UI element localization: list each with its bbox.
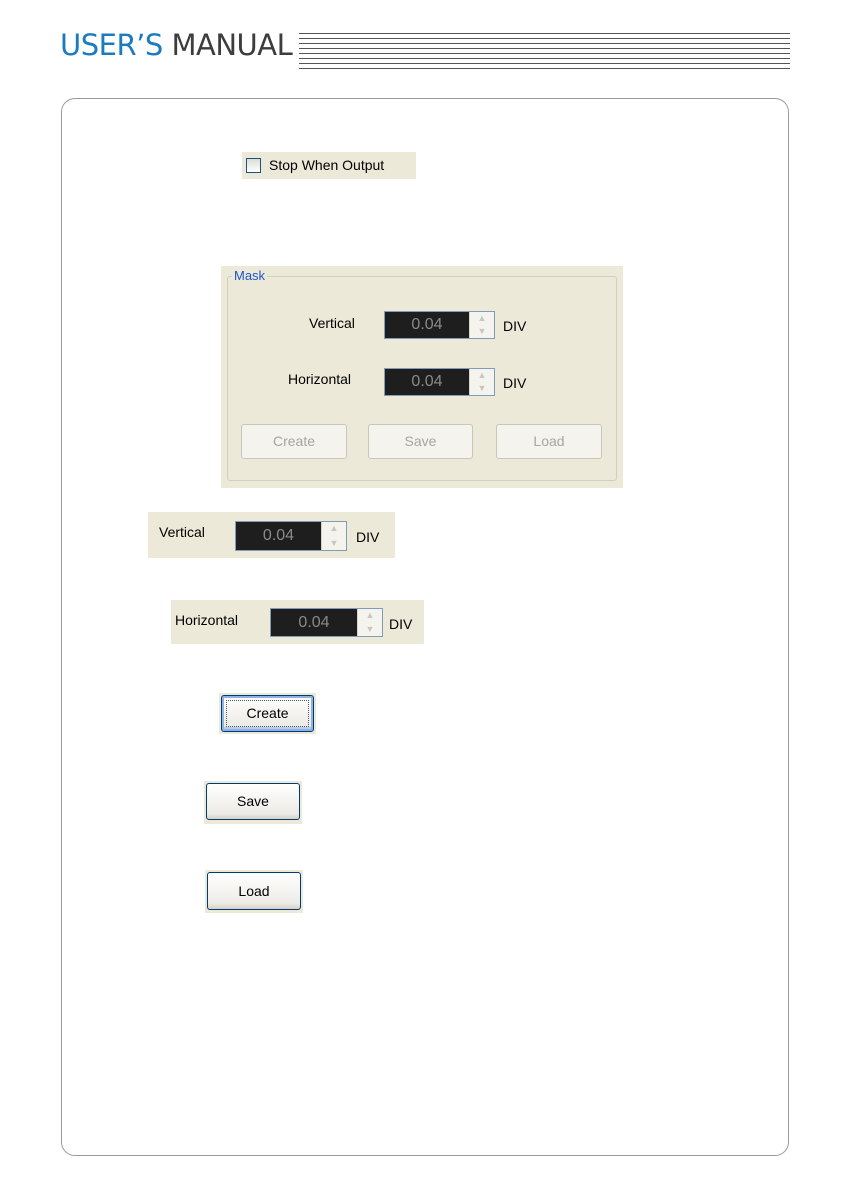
- stop-when-output-label: Stop When Output: [269, 157, 385, 173]
- horizontal-spinbox[interactable]: [270, 608, 383, 637]
- mask-vertical-unit: DIV: [503, 318, 527, 334]
- mask-horizontal-value[interactable]: 0.04: [411, 373, 443, 390]
- vertical-spinbox[interactable]: [235, 521, 347, 551]
- mask-vertical-value[interactable]: 0.04: [411, 316, 443, 333]
- mask-legend: Mask: [234, 268, 266, 283]
- mask-create-button[interactable]: Create: [241, 424, 347, 459]
- manual-title-manual: MANUAL: [171, 28, 293, 62]
- horizontal-unit: DIV: [389, 616, 413, 632]
- horizontal-control-panel: [171, 600, 424, 644]
- mask-save-button[interactable]: Save: [368, 424, 473, 459]
- spin-up-arrow-icon[interactable]: ▲: [329, 523, 339, 533]
- create-button-focus-ring: [226, 700, 309, 727]
- spin-up-arrow-icon[interactable]: ▲: [477, 313, 487, 323]
- load-button-panel: [205, 870, 303, 913]
- spin-up-arrow-icon[interactable]: ▲: [477, 370, 487, 380]
- save-button[interactable]: Save: [206, 783, 300, 820]
- spin-up-arrow-icon[interactable]: ▲: [365, 610, 375, 620]
- vertical-value[interactable]: 0.04: [262, 527, 295, 544]
- header-rule-lines: [299, 33, 790, 69]
- load-button[interactable]: Load: [207, 872, 301, 910]
- spin-down-arrow-icon[interactable]: ▼: [365, 624, 375, 634]
- mask-load-button[interactable]: Load: [496, 424, 602, 459]
- stop-when-output-panel: [242, 152, 416, 179]
- manual-title-users: USER’S: [60, 28, 163, 62]
- mask-panel: [221, 266, 623, 488]
- vertical-unit: DIV: [356, 529, 380, 545]
- create-button-panel: [219, 693, 316, 734]
- spin-down-arrow-icon[interactable]: ▼: [329, 538, 339, 548]
- horizontal-value[interactable]: 0.04: [298, 614, 330, 631]
- mask-horizontal-unit: DIV: [503, 375, 527, 391]
- horizontal-label: Horizontal: [175, 612, 239, 628]
- create-button-label: Create: [246, 705, 289, 721]
- save-button-panel: [204, 781, 302, 824]
- stop-when-output-checkbox[interactable]: [246, 158, 261, 173]
- spin-down-arrow-icon[interactable]: ▼: [477, 383, 487, 393]
- horizontal-spin-buttons[interactable]: [357, 609, 382, 636]
- vertical-control-panel: [148, 512, 395, 558]
- vertical-spin-buttons[interactable]: [321, 522, 346, 550]
- create-button[interactable]: [221, 695, 314, 732]
- mask-horizontal-spinbox[interactable]: [384, 368, 495, 396]
- mask-vertical-label: Vertical: [309, 315, 355, 331]
- mask-horizontal-label: Horizontal: [288, 371, 352, 387]
- spin-down-arrow-icon[interactable]: ▼: [477, 326, 487, 336]
- mask-vertical-spin-buttons[interactable]: [469, 312, 494, 338]
- vertical-label: Vertical: [159, 524, 205, 540]
- mask-vertical-spinbox[interactable]: [384, 311, 495, 339]
- manual-title: [60, 28, 292, 62]
- mask-horizontal-spin-buttons[interactable]: [469, 369, 494, 395]
- page-header: [60, 24, 790, 68]
